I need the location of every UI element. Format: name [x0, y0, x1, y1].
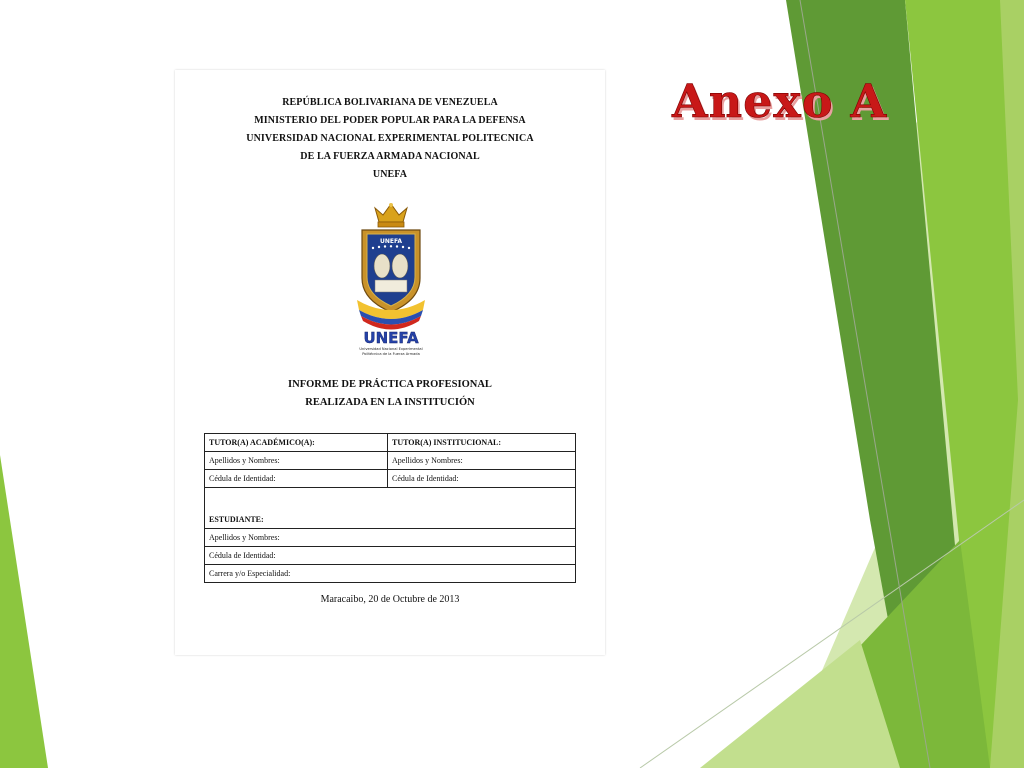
report-title-line-1: INFORME DE PRÁCTICA PROFESIONAL [288, 379, 492, 390]
header-line-republica: REPÚBLICA BOLIVARIANA DE VENEZUELA [282, 97, 498, 108]
left-green-stripe [0, 455, 48, 768]
table-row [205, 470, 576, 488]
report-title [175, 376, 605, 412]
practice-form-table [204, 433, 576, 583]
shield-icon [362, 230, 420, 312]
header-line-ministerio: MINISTERIO DEL PODER POPULAR PARA LA DEFENSA [254, 115, 526, 126]
unefa-crest-icon [351, 200, 431, 360]
estudiante-cedula-field: Cédula de Identidad: [205, 547, 576, 565]
estudiante-carrera-field: Carrera y/o Especialidad: [205, 565, 576, 583]
tutor-academico-label: TUTOR(A) ACADÉMICO(A): [205, 434, 388, 452]
document-page [175, 70, 605, 655]
table-row [205, 547, 576, 565]
table-row [205, 529, 576, 547]
logo-subtext-line-2: Politécnica de la Fuerza Armada [362, 352, 420, 356]
tutor-academico-cedula-field: Cédula de Identidad: [205, 470, 388, 488]
header-line-unefa: UNEFA [372, 169, 408, 180]
tutor-institucional-label: TUTOR(A) INSTITUCIONAL: [388, 434, 576, 452]
tutor-academico-nombres-field: Apellidos y Nombres: [205, 452, 388, 470]
document-header [175, 94, 605, 184]
table-row [205, 565, 576, 583]
logo-subtext-line-1: Universidad Nacional Experimental [359, 347, 423, 351]
table-row [205, 488, 576, 529]
estudiante-nombres-field: Apellidos y Nombres: [205, 529, 576, 547]
logo-text: UNEFA [363, 329, 419, 347]
tutor-institucional-nombres-field: Apellidos y Nombres: [388, 452, 576, 470]
table-row [205, 452, 576, 470]
header-line-universidad: UNIVERSIDAD NACIONAL EXPERIMENTAL POLITECNICA [246, 133, 534, 144]
slide-title: Anexo A [672, 74, 888, 128]
header-line-fuerza-armada: DE LA FUERZA ARMADA NACIONAL [300, 151, 480, 162]
crown-icon [375, 203, 407, 227]
estudiante-label: ESTUDIANTE: [205, 488, 576, 529]
tutor-institucional-cedula-field: Cédula de Identidad: [388, 470, 576, 488]
report-title-line-2: REALIZADA EN LA INSTITUCIÓN [305, 397, 475, 408]
table-row [205, 434, 576, 452]
svg-text:UNEFA: UNEFA [379, 238, 403, 245]
date-line: Maracaibo, 20 de Octubre de 2013 [320, 594, 460, 605]
